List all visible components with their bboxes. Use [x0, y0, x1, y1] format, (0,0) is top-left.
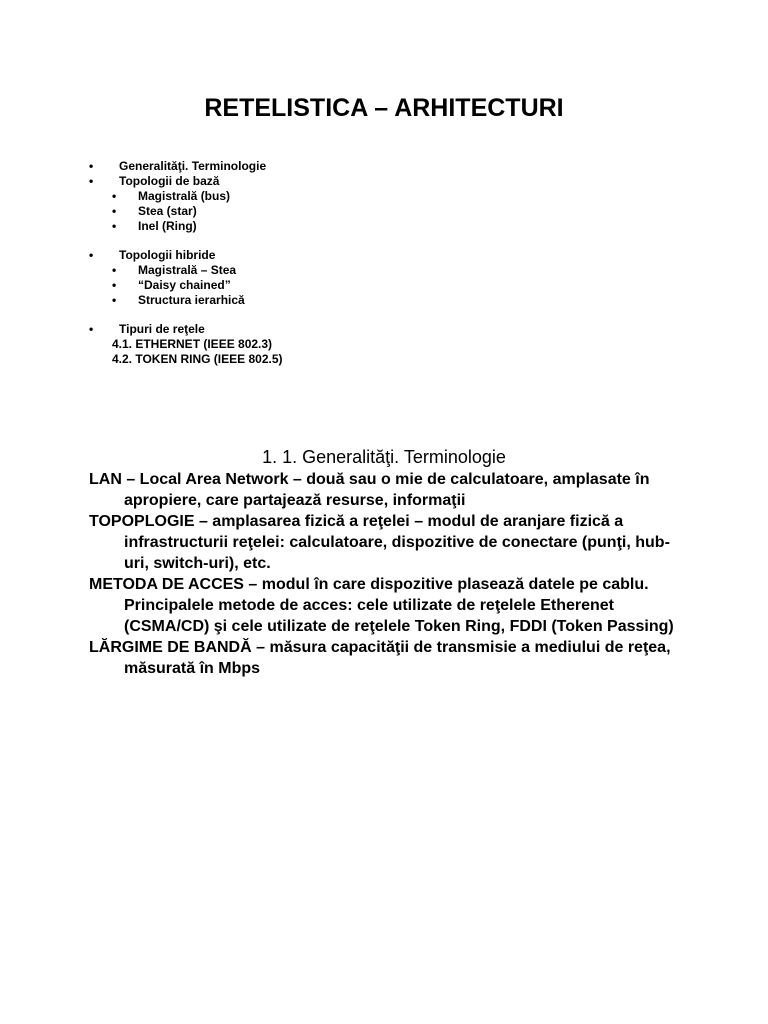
outline-subitem-text: Magistrală (bus) [138, 189, 231, 203]
bullet-icon: • [112, 204, 117, 218]
definition-term: LĂRGIME DE BANDĂ [89, 639, 252, 656]
bullet-icon: • [89, 174, 94, 188]
definition-text: – măsura capacităţii de transmisie a mediului de reţea, măsurată în Mbps [124, 639, 671, 677]
bullet-icon: • [112, 189, 117, 203]
outline-subitem-text: “Daisy chained” [138, 278, 231, 292]
bullet-icon: • [112, 219, 117, 233]
bullet-icon: • [112, 263, 117, 277]
section-heading: 1. 1. Generalităţi. Terminologie [262, 447, 506, 467]
outline-subitem [0, 263, 768, 278]
outline-subitem-text: Stea (star) [138, 204, 197, 218]
outline-gap [0, 308, 768, 322]
definition-term: TOPOPLOGIE [89, 513, 195, 530]
outline-gap [0, 234, 768, 248]
definitions-list [89, 469, 689, 679]
outline-item [0, 159, 768, 174]
bullet-icon: • [89, 248, 94, 262]
bullet-icon: • [89, 322, 94, 336]
definition-term: LAN [89, 471, 122, 488]
bullet-icon: • [112, 293, 117, 307]
outline-subitem [0, 189, 768, 204]
definition-paragraph [89, 511, 689, 574]
outline-numbered-item [0, 337, 768, 352]
outline-item-text: Tipuri de reţele [119, 322, 205, 336]
definition-text: – modul în care dispozitive plasează datele pe cablu. Principalele metode de acces: cele utilizate de reţelele Etherenet (CSMA/CD) şi cele utilizate de reţelele Token Ring, FDDI (Token Passing) [124, 576, 674, 635]
definition-text: – amplasarea fizică a reţelei – modul de aranjare fizică a infrastructurii reţelei: calculatoare, dispozitive de conectare (punţi, hub-uri, switch-uri), etc. [124, 513, 670, 572]
definition-text: – Local Area Network – două sau o mie de calculatoare, amplasate în apropiere, care partajează resurse, informaţii [121, 471, 650, 509]
document-title: RETELISTICA – ARHITECTURI [204, 94, 564, 122]
outline-numbered-text: 4.1. ETHERNET (IEEE 802.3) [112, 337, 273, 351]
outline-subitem [0, 219, 768, 234]
outline-subitem-text: Structura ierarhică [138, 293, 245, 307]
outline-subitem [0, 278, 768, 293]
outline-subitem-text: Inel (Ring) [138, 219, 197, 233]
outline-subitem [0, 204, 768, 219]
outline-item-text: Generalităţi. Terminologie [119, 159, 267, 173]
outline-numbered-text: 4.2. TOKEN RING (IEEE 802.5) [112, 352, 283, 366]
bullet-icon: • [89, 159, 94, 173]
definition-paragraph [89, 574, 689, 637]
outline-item [0, 322, 768, 337]
definition-paragraph [89, 469, 689, 511]
outline-item [0, 248, 768, 263]
outline-numbered-item [0, 352, 768, 367]
outline-item-text: Topologii de bază [119, 174, 220, 188]
definition-paragraph [89, 637, 689, 679]
outline-item [0, 174, 768, 189]
bullet-icon: • [112, 278, 117, 292]
outline-item-text: Topologii hibride [119, 248, 216, 262]
definition-term: METODA DE ACCES [89, 576, 244, 593]
outline-subitem [0, 293, 768, 308]
outline-subitem-text: Magistrală – Stea [138, 263, 237, 277]
outline-list [0, 159, 768, 367]
